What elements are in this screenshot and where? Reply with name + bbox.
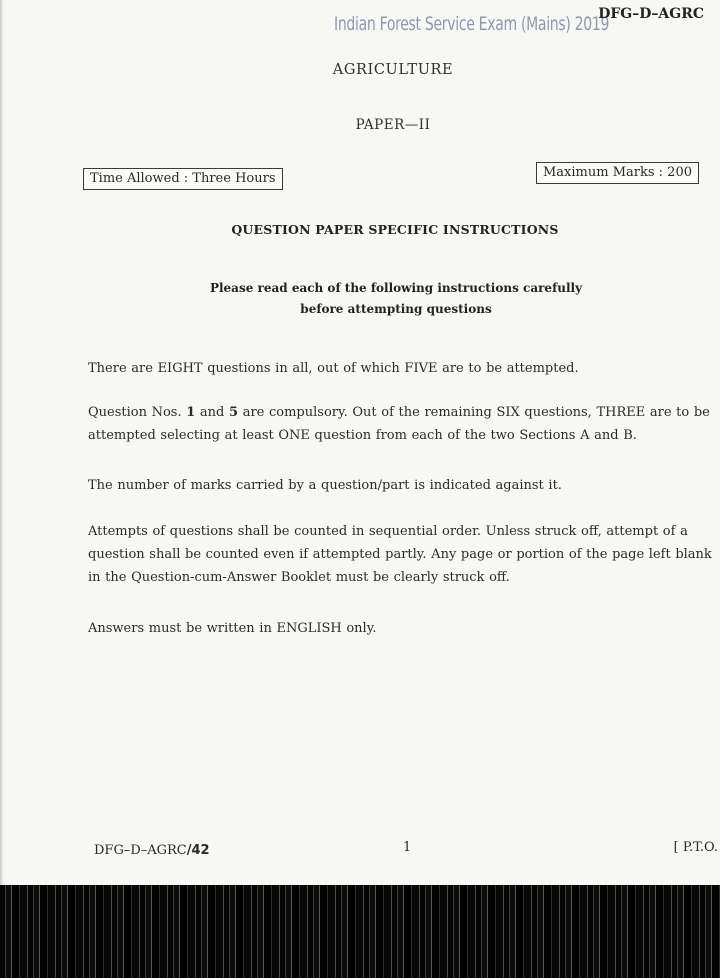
footer-paper-code xyxy=(94,843,210,858)
paper-code: DFG–D–AGRC xyxy=(598,6,704,22)
p2-text-b: are compulsory. Out of the remaining SIX questions, THREE are to be attempted selecting at least ONE question from each of the two Sections A and B. xyxy=(88,405,710,443)
instruction-language: Answers must be written in ENGLISH only. xyxy=(88,621,377,636)
instruction-sequential-order: Attempts of questions shall be counted in sequential order. Unless struck off, attempt of a question shall be counted even if attempted partly. Any page or portion of the page left blank in the Question-cum-Answer Booklet must be clearly struck off. xyxy=(88,524,712,585)
please-turn-over: [ P.T.O. xyxy=(673,840,718,855)
p2-question-5: 5 xyxy=(229,405,239,420)
instruction-marks: The number of marks carried by a question/part is indicated against it. xyxy=(88,478,562,493)
footer-code-suffix: /42 xyxy=(186,843,210,858)
instruction-total-questions: There are EIGHT questions in all, out of which FIVE are to be attempted. xyxy=(88,361,579,376)
instructions-heading: QUESTION PAPER SPECIFIC INSTRUCTIONS xyxy=(231,222,559,237)
instruction-compulsory-questions xyxy=(88,401,714,447)
scanner-strip xyxy=(0,885,720,978)
time-allowed-box: Time Allowed : Three Hours xyxy=(83,168,283,190)
watermark: Indian Forest Service Exam (Mains) 2019 xyxy=(334,14,610,36)
read-instructions-note xyxy=(0,278,720,320)
footer-code-prefix: DFG–D–AGRC xyxy=(94,843,187,858)
paper-title: PAPER—II xyxy=(355,117,431,133)
p2-question-1: 1 xyxy=(186,405,196,420)
p2-text-and: and xyxy=(195,405,230,420)
read-note-line-2: before attempting questions xyxy=(300,302,492,316)
subject-title: AGRICULTURE xyxy=(332,62,454,78)
read-note-line-1: Please read each of the following instructions carefully xyxy=(209,281,583,295)
page-number: 1 xyxy=(403,840,412,855)
maximum-marks-box: Maximum Marks : 200 xyxy=(536,162,699,184)
p2-text-a: Question Nos. xyxy=(88,405,187,420)
